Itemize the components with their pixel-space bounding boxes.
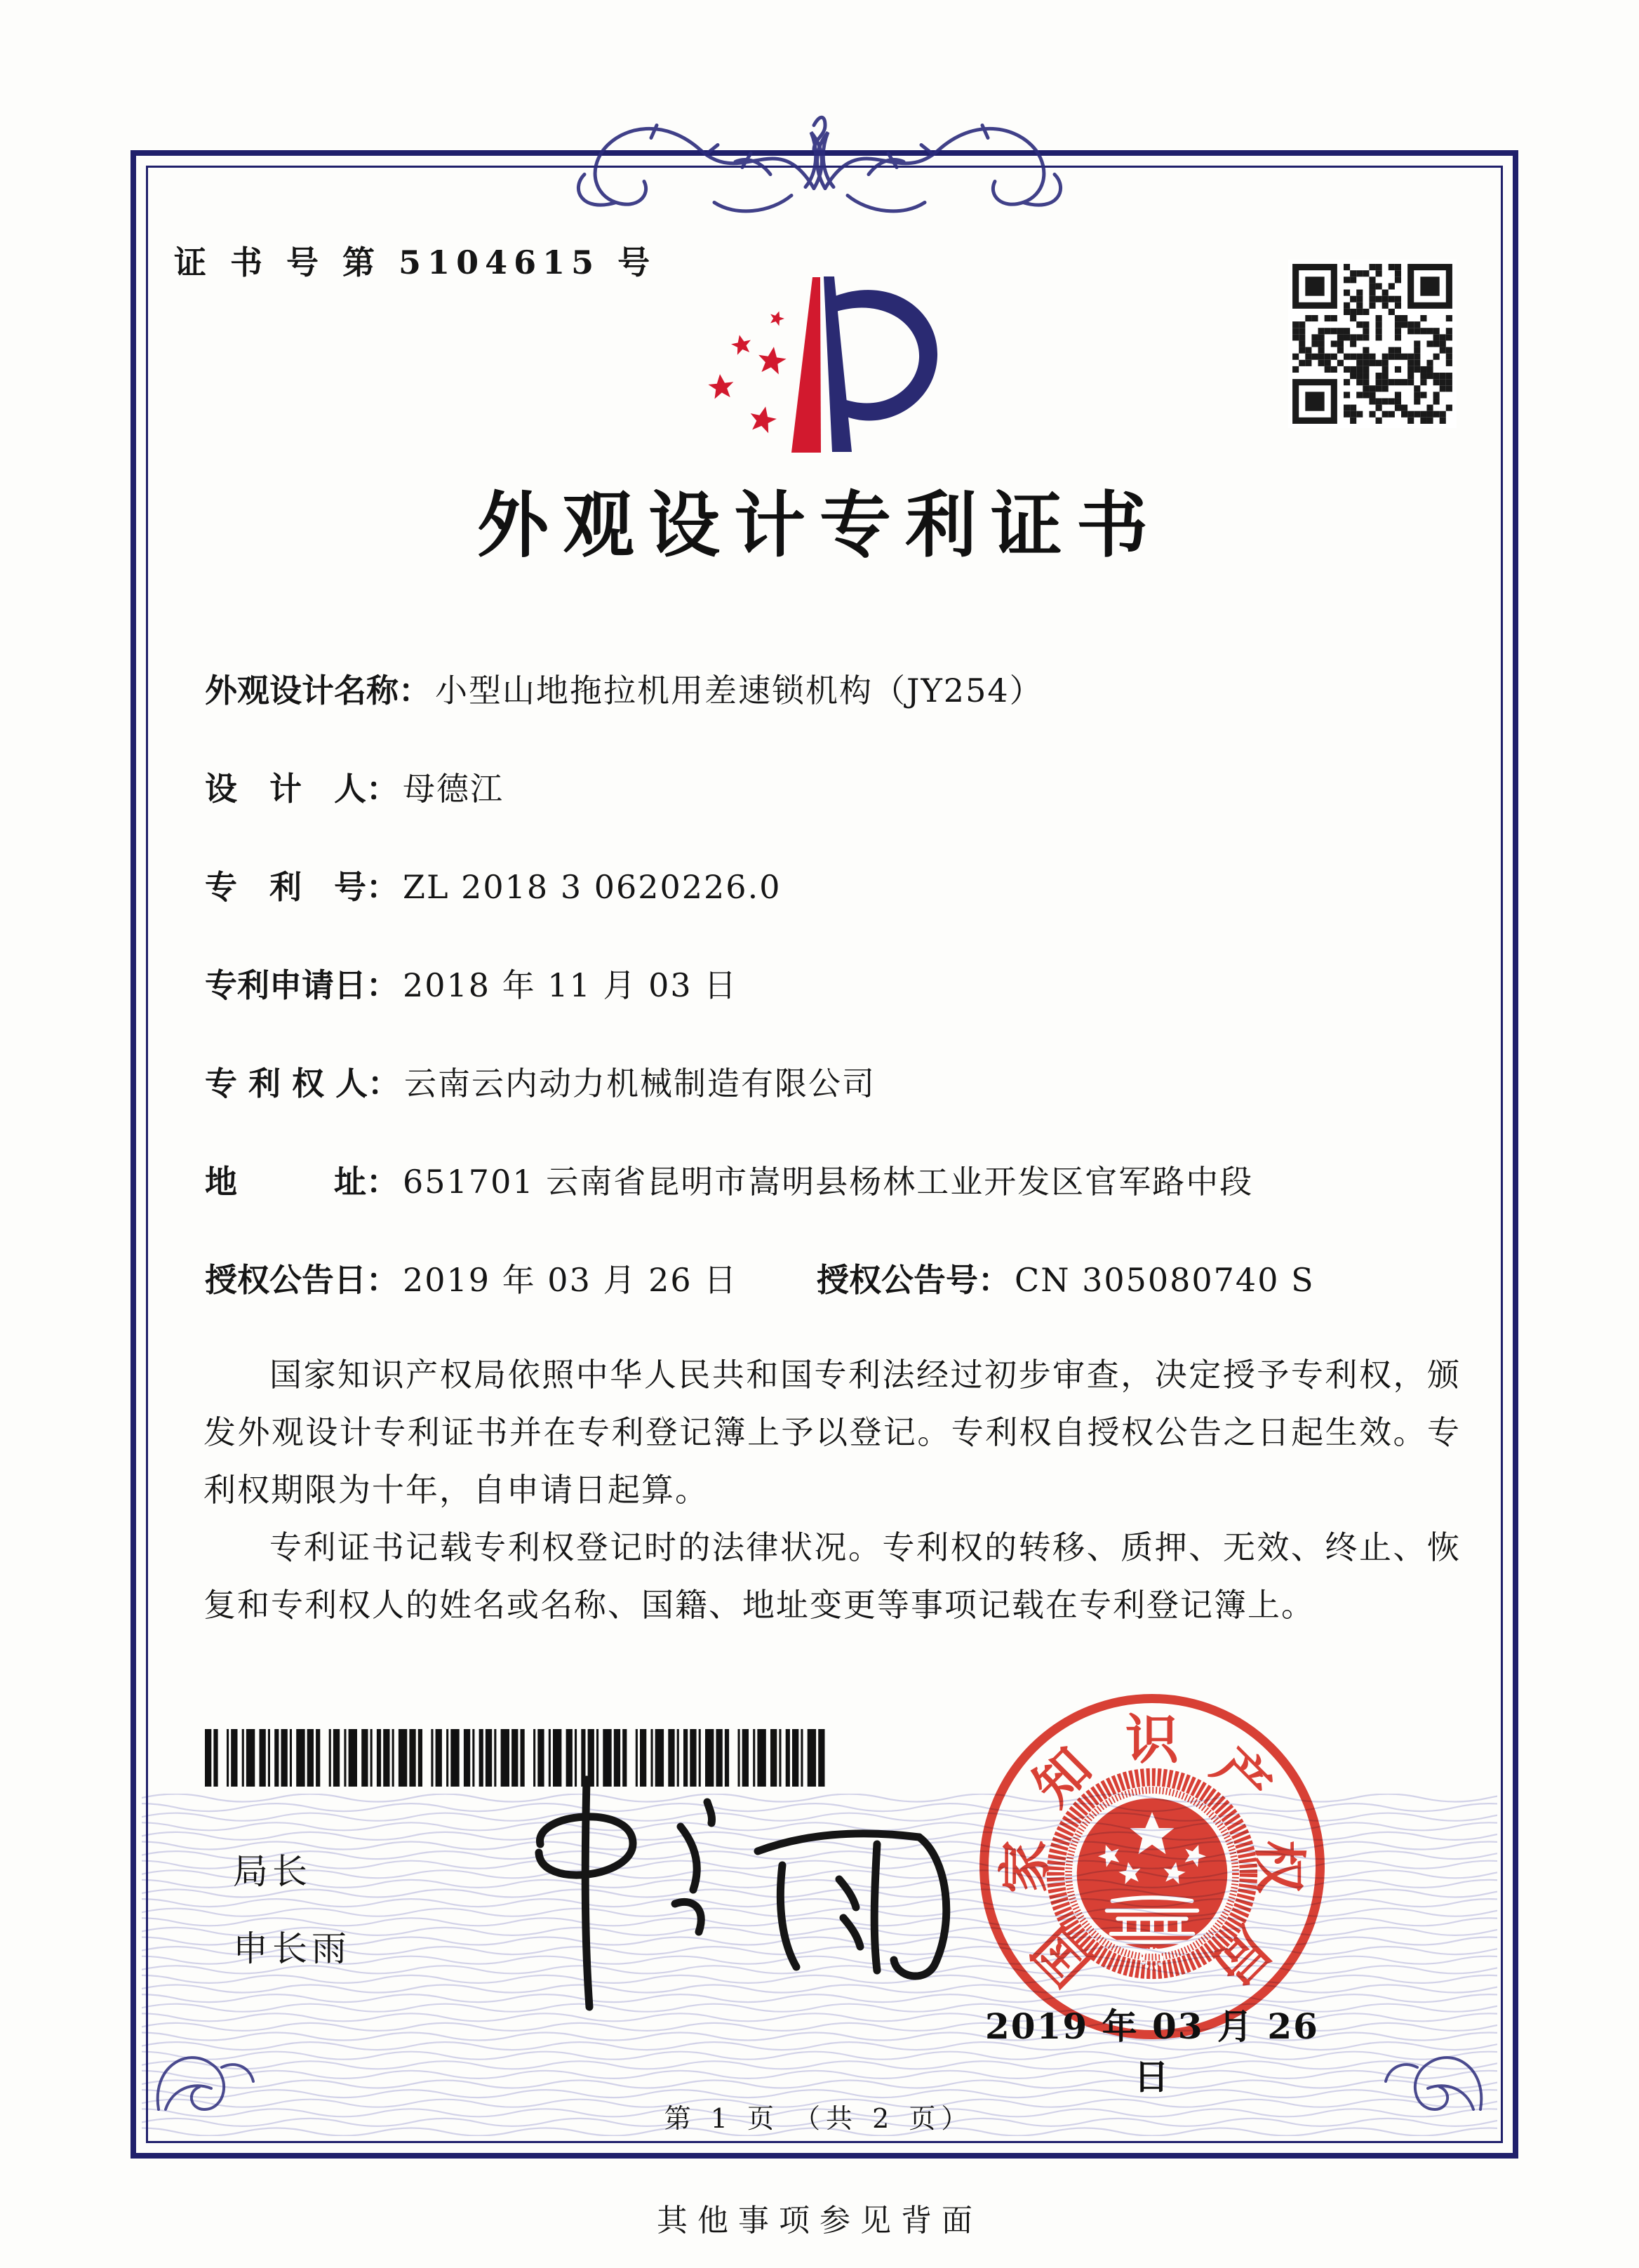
field-label: 专 利 号： [205,868,399,906]
fields-block [205,665,1468,1353]
seal-ring-char: 局 [1200,1915,1283,1998]
field-value: 2019 年 03 月 26 日 [403,1261,738,1299]
corner-flourish-icon [1375,2004,1494,2123]
dragon-ornament-icon [567,81,1072,225]
seal-ring-char: 家 [994,1840,1057,1893]
field-value: 651701 云南省昆明市嵩明县杨林工业开发区官军路中段 [403,1163,1254,1201]
qr-code-icon [1288,260,1457,428]
cnipa-logo-icon [660,254,972,465]
national-emblem-icon [1043,1764,1262,1983]
back-note: 其他事项参见背面 [657,2203,982,2239]
signer-block [233,1833,351,1987]
official-seal [975,1690,1329,2043]
field-label: 外观设计名称： [205,672,431,709]
field-value: 2018 年 11 月 03 日 [403,966,738,1004]
field-label: 专利申请日： [205,966,399,1004]
body-paragraph: 专利证书记载专利权登记时的法律状况。专利权的转移、质押、无效、终止、恢复和专利权人的姓名或名称、国籍、地址变更等事项记载在专利登记簿上。 [203,1528,1461,1624]
body-paragraph: 国家知识产权局依照中华人民共和国专利法经过初步审查，决定授予专利权，颁发外观设计专利证书并在专利登记簿上予以登记。专利权自授权公告之日起生效。专利权期限为十年，自申请日起算。 [203,1356,1461,1509]
field-label: 专 利 权 人： [205,1065,401,1102]
field-row-patentee [205,1058,1468,1156]
seal-ring-char: 产 [1200,1735,1283,1818]
body-text-block [203,1346,1461,1634]
signer-title: 局长 [233,1851,312,1892]
field-row-design-name [205,665,1468,763]
field-row-grant [205,1255,1468,1353]
seal-ring-char: 权 [1247,1840,1311,1893]
seal-ring-char: 国 [1021,1915,1104,1998]
page-number: 第 1 页 （共 2 页） [664,2103,974,2134]
field-label: 地 址： [205,1163,399,1201]
grant-number-pair [817,1255,1315,1301]
field-value: ZL 2018 3 0620226.0 [403,868,782,906]
field-value: 母德江 [403,770,504,808]
field-value: 云南云内动力机械制造有限公司 [404,1065,876,1102]
field-label: 设 计 人： [205,770,399,808]
field-row-address [205,1156,1468,1255]
seal-ring-char: 识 [1125,1708,1179,1771]
field-row-designer [205,763,1468,862]
signer-name: 申长雨 [233,1928,351,1969]
seal-ring-char: 知 [1021,1735,1104,1818]
field-value: CN 305080740 S [1015,1261,1315,1299]
field-row-patent-no [205,862,1468,960]
grant-date-pair [205,1261,737,1299]
field-label: 授权公告日： [205,1261,399,1299]
certificate-title: 外观设计专利证书 [477,483,1162,568]
field-row-filing-date [205,960,1468,1058]
corner-flourish-icon [145,2004,264,2123]
seal-date: 2019 年 03 月 26 日 [985,2006,1319,2097]
certificate-number: 证 书 号 第 5104615 号 [174,244,657,281]
field-value: 小型山地拖拉机用差速锁机构（JY254） [435,672,1043,709]
field-label: 授权公告号： [817,1261,1010,1299]
